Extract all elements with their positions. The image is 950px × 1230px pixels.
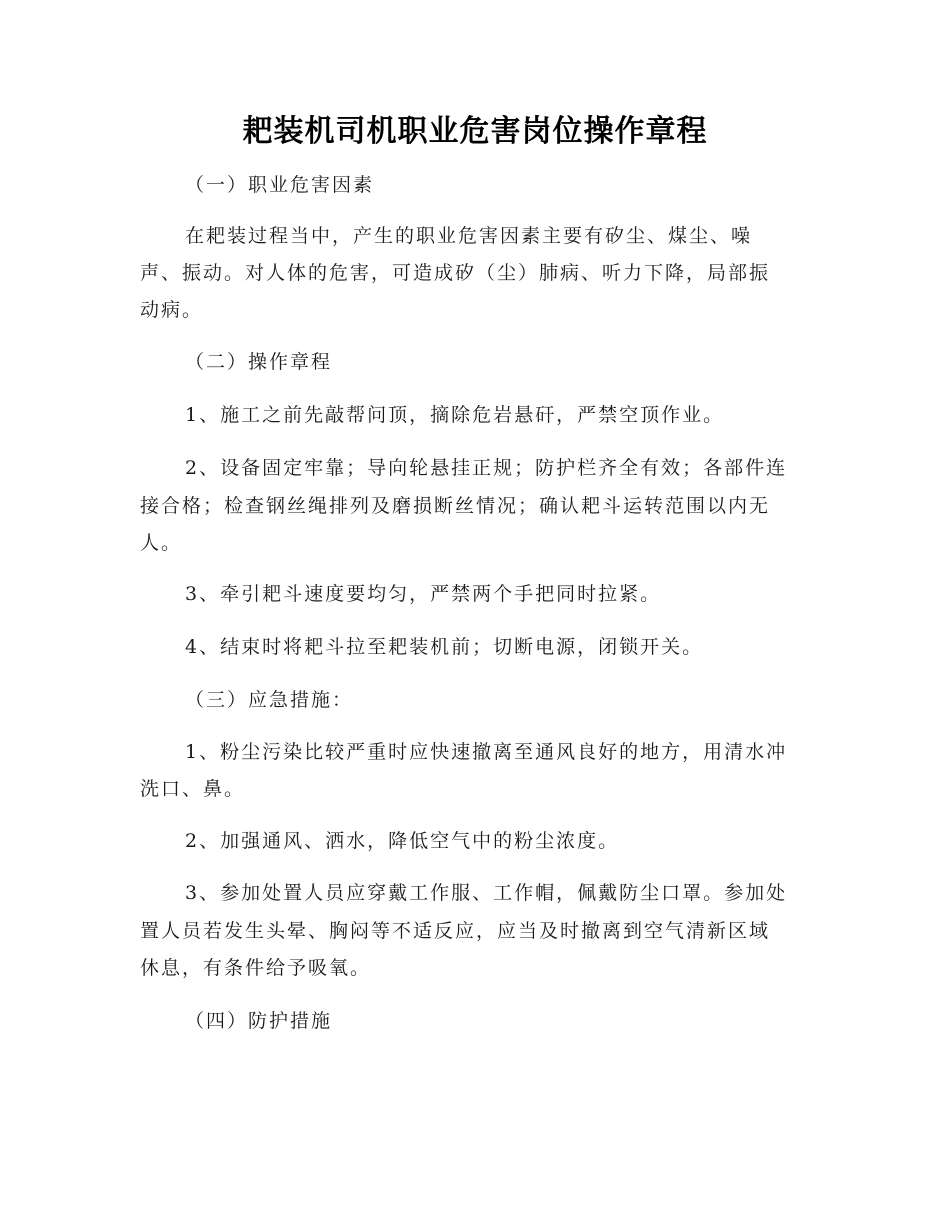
list-item-continued: 接合格；检查钢丝绳排列及磨损断丝情况；确认耙斗运转范围以内无 [140, 495, 771, 517]
list-item-continued: 置人员若发生头晕、胸闷等不适反应，应当及时撤离到空气清新区域 [140, 920, 771, 942]
paragraph-line: 动病。 [140, 299, 204, 321]
list-item: 3、参加处置人员应穿戴工作服、工作帽，佩戴防尘口罩。参加处 [185, 882, 788, 904]
list-item: 1、施工之前先敲帮问顶，摘除危岩悬矸，严禁空顶作业。 [185, 404, 725, 426]
list-item-continued: 洗口、鼻。 [140, 778, 246, 800]
list-item: 2、加强通风、洒水，降低空气中的粉尘浓度。 [185, 830, 620, 852]
section-heading-hazard-factors: （一）职业危害因素 [185, 174, 375, 196]
section-heading-emergency-measures: （三）应急措施： [185, 689, 354, 711]
list-item: 4、结束时将耙斗拉至耙装机前；切断电源，闭锁开关。 [185, 636, 704, 658]
list-item-continued: 人。 [140, 532, 183, 554]
list-item-continued: 休息，有条件给予吸氧。 [140, 957, 372, 979]
list-item: 1、粉尘污染比较严重时应快速撤离至通风良好的地方，用清水冲 [185, 741, 788, 763]
list-item: 2、设备固定牢靠；导向轮悬挂正规；防护栏齐全有效；各部件连 [185, 457, 788, 479]
paragraph-line: 在耙装过程当中，产生的职业危害因素主要有矽尘、煤尘、噪 [185, 225, 753, 247]
list-item: 3、牵引耙斗速度要均匀，严禁两个手把同时拉紧。 [185, 583, 662, 605]
paragraph-line: 声、振动。对人体的危害，可造成矽（尘）肺病、听力下降，局部振 [140, 262, 771, 284]
section-heading-protective-measures: （四）防护措施 [185, 1010, 333, 1032]
document-title: 耙装机司机职业危害岗位操作章程 [242, 114, 708, 149]
section-heading-operating-rules: （二）操作章程 [185, 351, 333, 373]
